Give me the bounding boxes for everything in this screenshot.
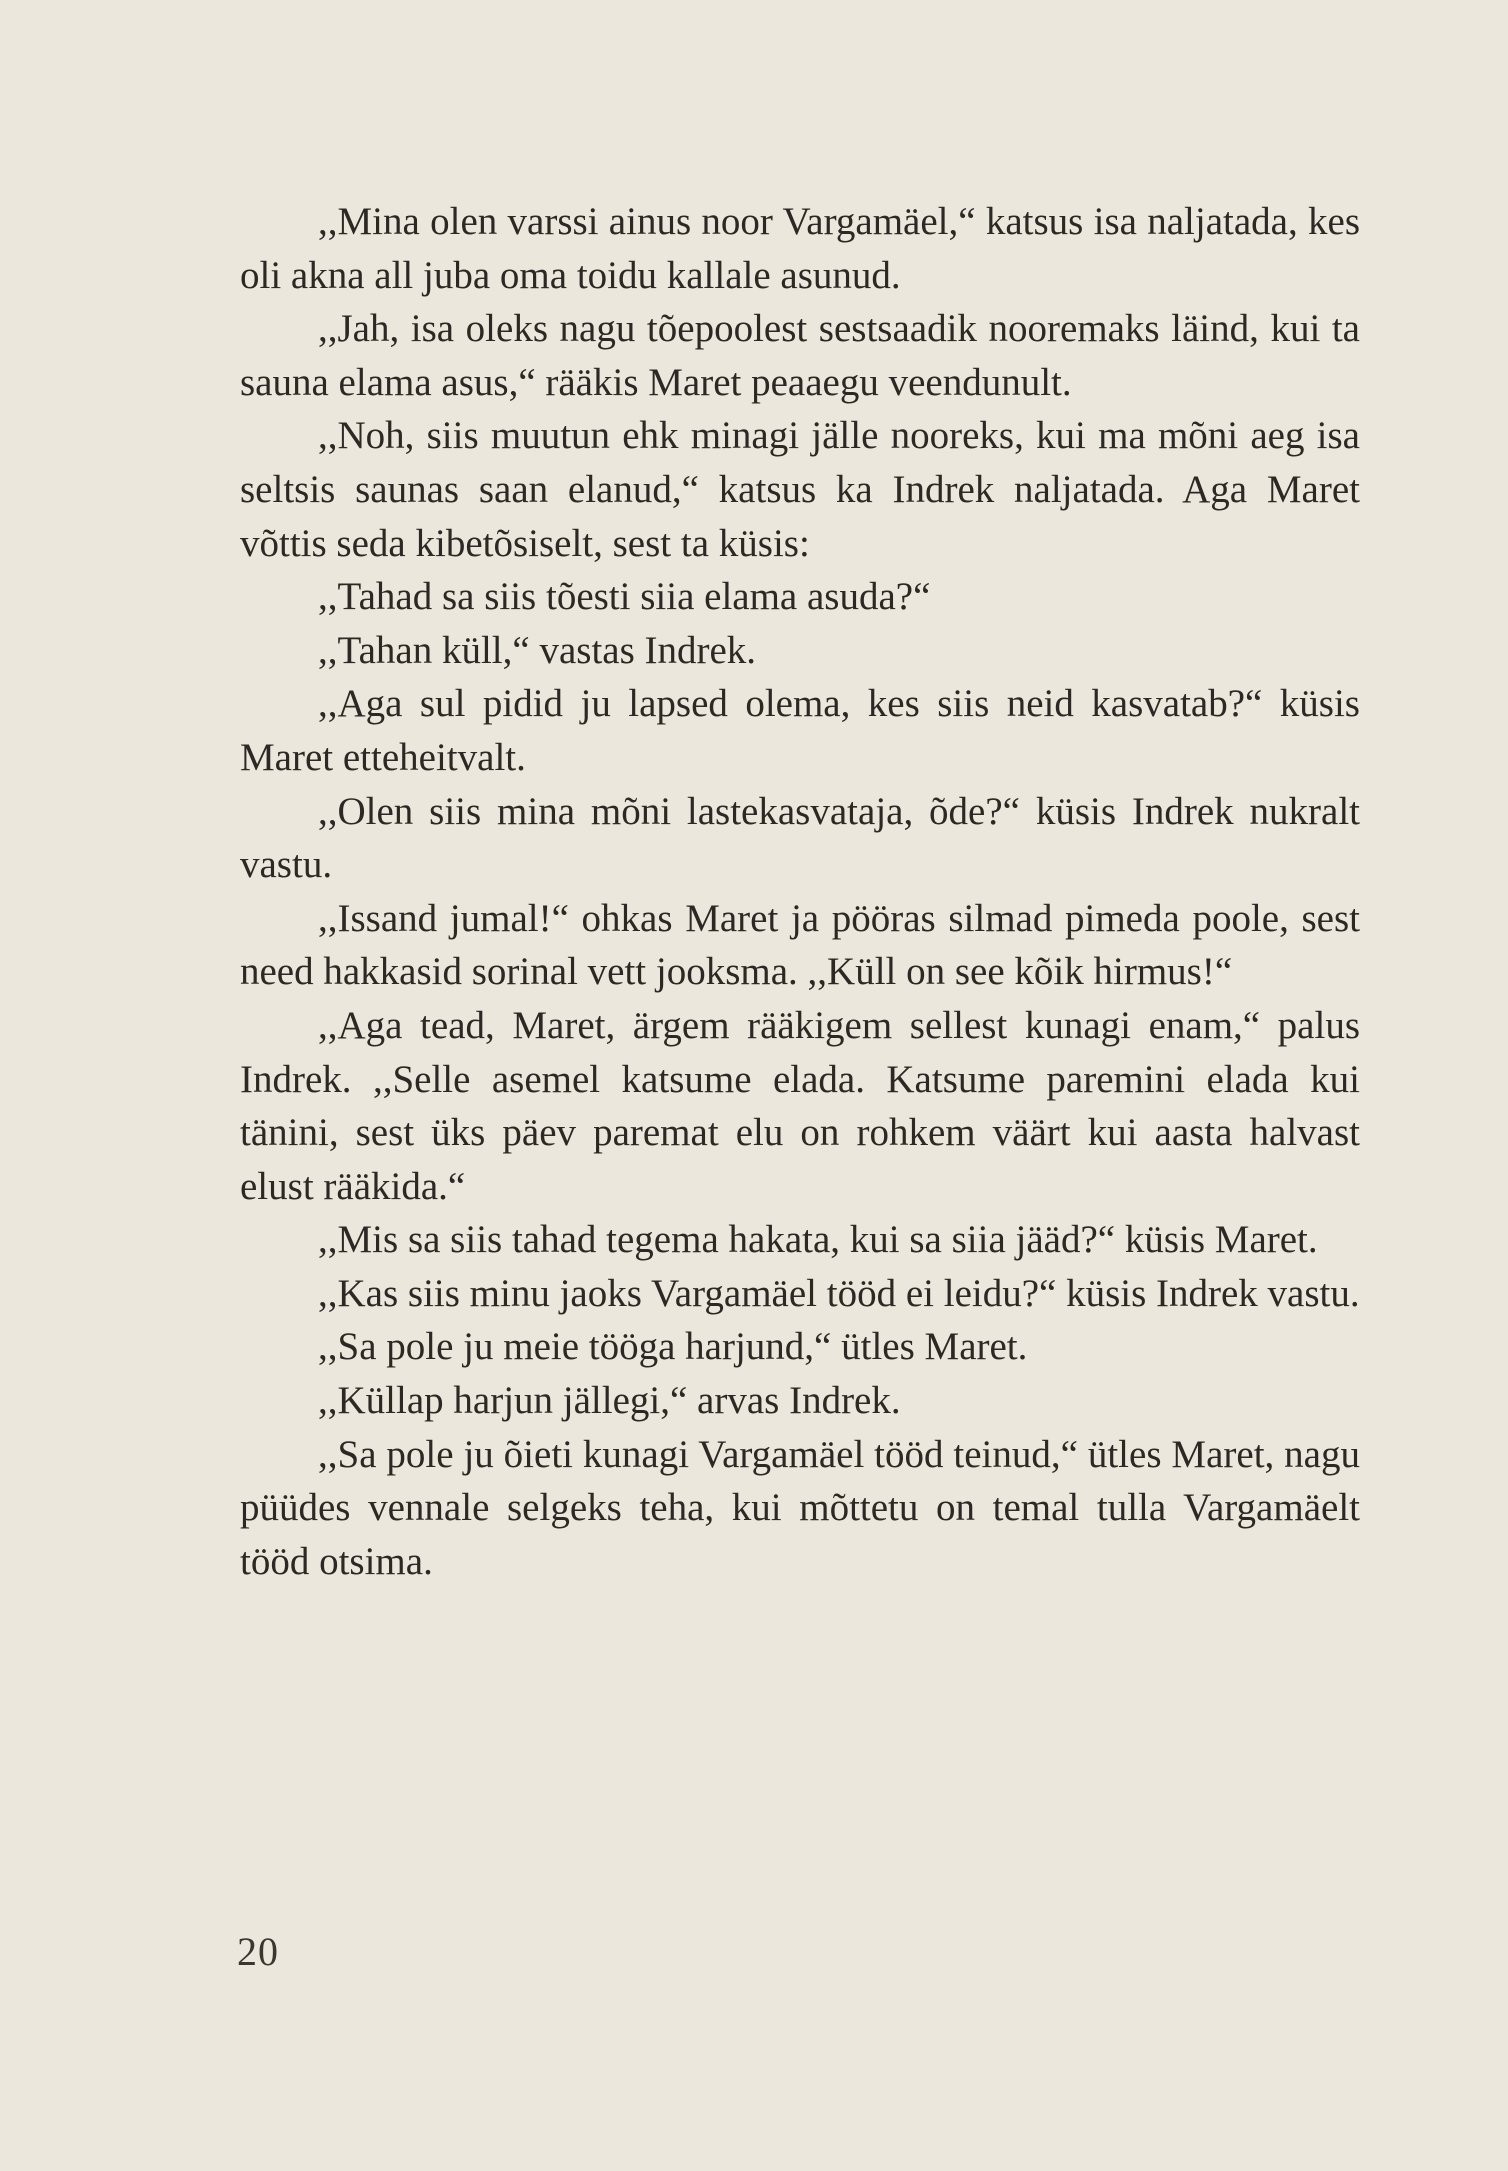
paragraph: ,,Tahan küll,“ vastas Indrek.	[318, 628, 757, 672]
paragraph: ,,Aga tead, Maret, ärgem rääkigem sellest kunagi enam,“ palus Indrek. ,,Selle asemel katsume elada. Katsume paremini elada kui tänini, sest üks päev paremat elu on rohkem väärt kui aasta halvast elust rääkida.“	[240, 1003, 1360, 1208]
paragraph: ,,Aga sul pidid ju lapsed olema, kes siis neid kasvatab?“ küsis Maret etteheitvalt.	[240, 682, 1360, 779]
paragraph: ,,Mina olen varssi ainus noor Vargamäel,“ katsus isa naljatada, kes oli akna all juba oma toidu kallale asunud.	[240, 200, 1360, 297]
paragraph: ,,Küllap harjun jällegi,“ arvas Indrek.	[318, 1379, 901, 1423]
paragraph: ,,Noh, siis muutun ehk minagi jälle nooreks, kui ma mõni aeg isa seltsis saunas saan elanud,“ katsus ka Indrek naljatada. Aga Maret võttis seda kibetõsiselt, sest ta küsis:	[240, 414, 1360, 565]
paragraph: ,,Tahad sa siis tõesti siia elama asuda?“	[318, 575, 931, 619]
paragraph: ,,Mis sa siis tahad tegema hakata, kui sa siia jääd?“ küsis Maret.	[318, 1218, 1318, 1262]
body-text	[240, 195, 1360, 1588]
paragraph: ,,Jah, isa oleks nagu tõepoolest sestsaadik nooremaks läind, kui ta sauna elama asus,“ rääkis Maret peaaegu veendunult.	[240, 307, 1360, 404]
paragraph: ,,Issand jumal!“ ohkas Maret ja pööras silmad pimeda poole, sest need hakkasid sorinal vett jooksma. ,,Küll on see kõik hirmus!“	[240, 896, 1360, 994]
paragraph: ,,Kas siis minu jaoks Vargamäel tööd ei leidu?“ küsis Indrek vastu.	[318, 1271, 1360, 1315]
paragraph: ,,Sa pole ju meie tööga harjund,“ ütles Maret.	[318, 1325, 1028, 1369]
page-number: 20	[237, 1929, 279, 1974]
paragraph: ,,Olen siis mina mõni lastekasvataja, õde?“ küsis Indrek nukralt vastu.	[240, 789, 1360, 887]
paragraph: ,,Sa pole ju õieti kunagi Vargamäel tööd teinud,“ ütles Maret, nagu püüdes vennale selgeks teha, kui mõttetu on temal tulla Vargamäelt tööd otsima.	[240, 1432, 1360, 1583]
